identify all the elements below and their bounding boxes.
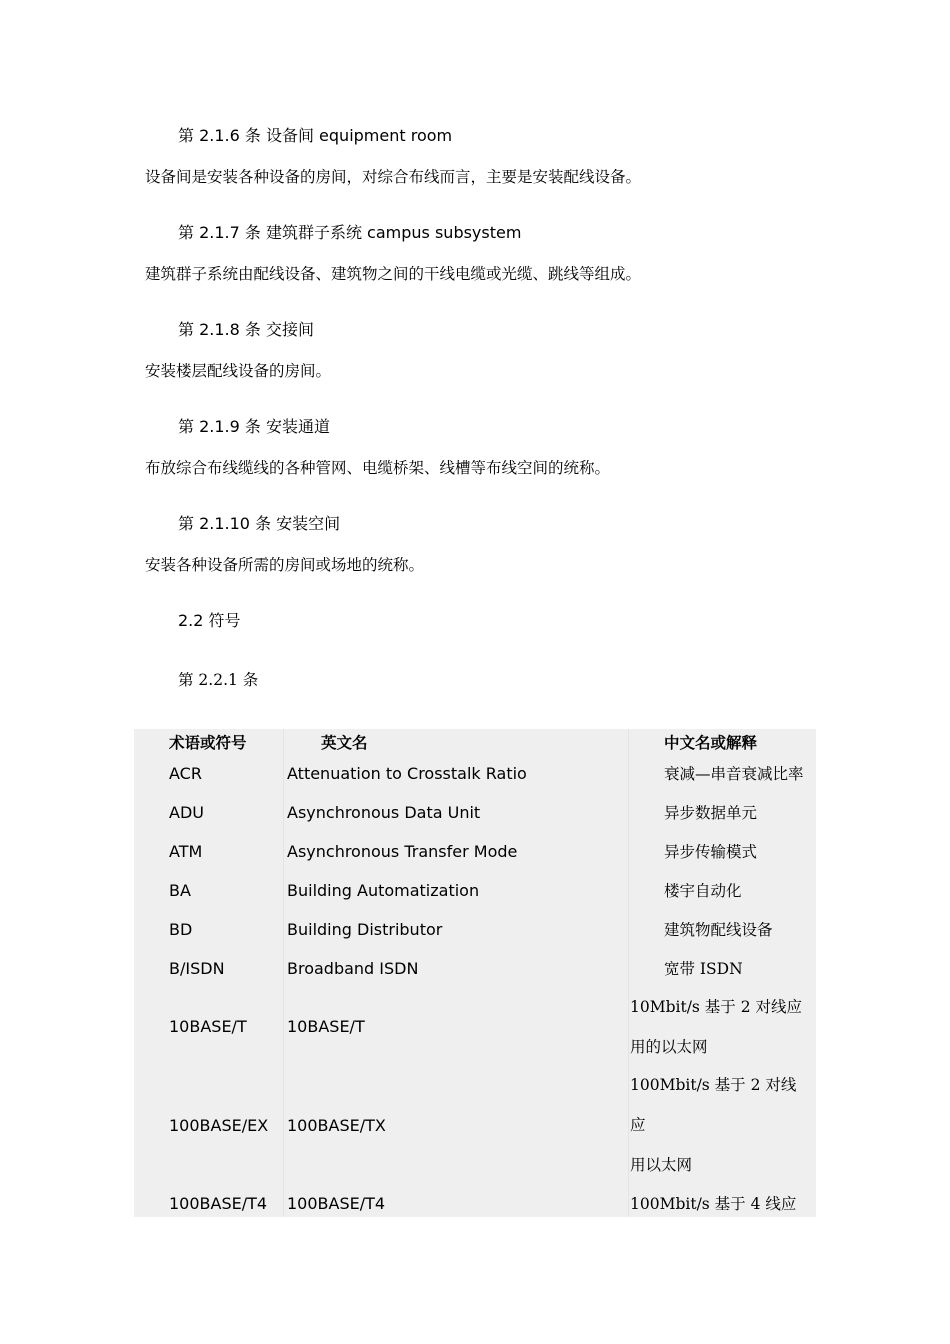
table-cell-chinese-line: 应 bbox=[630, 1116, 646, 1134]
header-symbol: 术语或符号 bbox=[169, 734, 247, 752]
table-cell-symbol: BA bbox=[169, 881, 191, 900]
table-cell-symbol: ATM bbox=[169, 842, 203, 861]
table-cell-chinese-line: 用以太网 bbox=[630, 1156, 693, 1174]
header-chinese: 中文名或解释 bbox=[664, 734, 758, 752]
clause-body-2-1-9: 布放综合布线缆线的各种管网、电缆桥架、线槽等布线空间的统称。 bbox=[145, 459, 611, 477]
symbols-section-heading: 2.2 符号 bbox=[178, 611, 241, 630]
clause-body-2-1-6: 设备间是安装各种设备的房间，对综合布线而言，主要是安装配线设备。 bbox=[145, 168, 642, 186]
table-cell-symbol: 100BASE/EX bbox=[169, 1116, 269, 1135]
table-cell-english: Broadband ISDN bbox=[287, 959, 419, 978]
table-cell-chinese: 宽带 ISDN bbox=[664, 960, 743, 978]
clause-body-2-1-8: 安装楼层配线设备的房间。 bbox=[145, 362, 332, 380]
column-divider bbox=[283, 729, 284, 1217]
table-cell-chinese: 楼宇自动化 bbox=[664, 882, 742, 900]
clause-heading-2-1-10: 第 2.1.10 条 安装空间 bbox=[178, 514, 341, 533]
clause-heading-2-1-7: 第 2.1.7 条 建筑群子系统 campus subsystem bbox=[178, 223, 522, 242]
table-cell-english: Attenuation to Crosstalk Ratio bbox=[287, 764, 527, 783]
table-cell-chinese-line: 100Mbit/s 基于 2 对线 bbox=[630, 1076, 797, 1094]
table-cell-chinese-line: 用的以太网 bbox=[630, 1038, 708, 1056]
table-cell-symbol: ADU bbox=[169, 803, 204, 822]
table-cell-symbol: B/ISDN bbox=[169, 959, 225, 978]
table-cell-english: Building Distributor bbox=[287, 920, 443, 939]
table-cell-english: 100BASE/T4 bbox=[287, 1194, 386, 1213]
table-cell-symbol: 10BASE/T bbox=[169, 1017, 247, 1036]
table-cell-symbol: 100BASE/T4 bbox=[169, 1194, 268, 1213]
table-cell-english: 100BASE/TX bbox=[287, 1116, 386, 1135]
table-cell-chinese: 100Mbit/s 基于 4 线应 bbox=[630, 1195, 797, 1213]
table-cell-chinese: 衰减—串音衰减比率 bbox=[664, 765, 804, 783]
symbols-table bbox=[134, 729, 816, 1217]
table-cell-symbol: BD bbox=[169, 920, 193, 939]
clause-heading-2-1-8: 第 2.1.8 条 交接间 bbox=[178, 320, 314, 339]
header-english: 英文名 bbox=[321, 734, 368, 752]
clause-body-2-1-10: 安装各种设备所需的房间或场地的统称。 bbox=[145, 556, 425, 574]
table-cell-english: 10BASE/T bbox=[287, 1017, 365, 1036]
column-divider bbox=[628, 729, 629, 1217]
table-cell-english: Asynchronous Data Unit bbox=[287, 803, 481, 822]
table-cell-symbol: ACR bbox=[169, 764, 202, 783]
table-cell-chinese-line: 10Mbit/s 基于 2 对线应 bbox=[630, 998, 803, 1016]
table-cell-chinese: 异步传输模式 bbox=[664, 843, 758, 861]
table-cell-english: Asynchronous Transfer Mode bbox=[287, 842, 518, 861]
table-cell-chinese: 异步数据单元 bbox=[664, 804, 758, 822]
clause-heading-2-1-9: 第 2.1.9 条 安装通道 bbox=[178, 417, 330, 436]
clause-heading-2-1-6: 第 2.1.6 条 设备间 equipment room bbox=[178, 126, 453, 145]
table-cell-chinese: 建筑物配线设备 bbox=[664, 921, 773, 939]
clause-heading-2-2-1: 第 2.2.1 条 bbox=[178, 671, 259, 689]
clause-body-2-1-7: 建筑群子系统由配线设备、建筑物之间的干线电缆或光缆、跳线等组成。 bbox=[145, 265, 642, 283]
table-cell-english: Building Automatization bbox=[287, 881, 480, 900]
